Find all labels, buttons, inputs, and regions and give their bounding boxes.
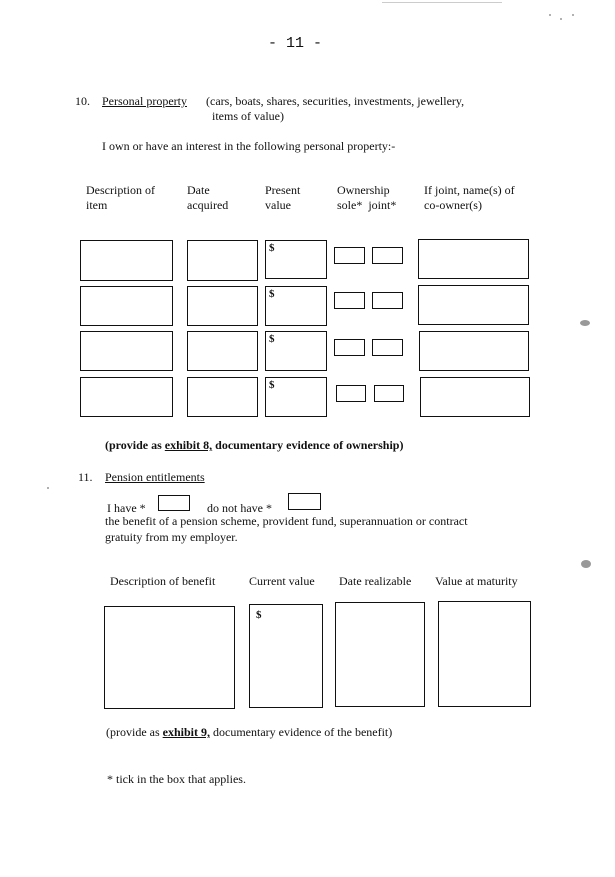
ownership-sole-checkbox[interactable] xyxy=(336,385,366,402)
benefit-description-field[interactable] xyxy=(104,606,235,709)
property-value-field[interactable]: $ xyxy=(265,286,327,326)
column-header-date: Date acquired xyxy=(187,183,229,212)
column-header-value-at-maturity: Value at maturity xyxy=(435,574,518,588)
coowner-name-field[interactable] xyxy=(418,285,529,325)
section-10-intro: I own or have an interest in the following personal property:- xyxy=(102,139,396,153)
property-description-field[interactable] xyxy=(80,377,173,417)
benefit-date-realizable-field[interactable] xyxy=(335,602,425,707)
column-header-description: Description of item xyxy=(86,183,155,212)
property-date-field[interactable] xyxy=(187,286,258,326)
property-value-field[interactable]: $ xyxy=(265,240,327,279)
column-header-value: Present value xyxy=(265,183,301,212)
ownership-sole-checkbox[interactable] xyxy=(334,339,365,356)
property-value-field[interactable]: $ xyxy=(265,331,327,371)
ownership-sole-checkbox[interactable] xyxy=(334,247,365,264)
scan-speck xyxy=(549,14,551,16)
ownership-joint-checkbox[interactable] xyxy=(374,385,404,402)
page-number: - 11 - xyxy=(268,35,323,52)
coowner-name-field[interactable] xyxy=(418,239,529,279)
scan-speck xyxy=(47,487,49,489)
column-header-benefit-description: Description of benefit xyxy=(110,574,216,588)
property-description-field[interactable] xyxy=(80,331,173,371)
section-10-title: Personal property xyxy=(102,94,187,108)
section-11-title: Pension entitlements xyxy=(105,470,205,484)
ownership-joint-checkbox[interactable] xyxy=(372,339,403,356)
scan-speck xyxy=(560,18,562,20)
do-not-have-checkbox[interactable] xyxy=(288,493,321,510)
ownership-joint-checkbox[interactable] xyxy=(372,247,403,264)
ownership-joint-checkbox[interactable] xyxy=(372,292,403,309)
exhibit-8-note: (provide as exhibit 8, documentary evidence of ownership) xyxy=(105,438,404,452)
column-header-current-value: Current value xyxy=(249,574,315,588)
scan-speck xyxy=(580,320,590,326)
property-date-field[interactable] xyxy=(187,331,258,371)
pension-description-line: the benefit of a pension scheme, provident fund, superannuation or contract xyxy=(105,514,468,528)
i-have-label: I have * xyxy=(107,501,146,515)
do-not-have-label: do not have * xyxy=(207,501,272,515)
coowner-name-field[interactable] xyxy=(419,331,529,371)
top-rule-fragment xyxy=(382,2,502,3)
benefit-current-value-field[interactable]: $ xyxy=(249,604,323,708)
ownership-sole-checkbox[interactable] xyxy=(334,292,365,309)
section-11-number: 11. xyxy=(78,470,93,484)
exhibit-9-note: (provide as exhibit 9, documentary evidence of the benefit) xyxy=(106,725,393,739)
scan-speck xyxy=(572,14,574,16)
i-have-checkbox[interactable] xyxy=(158,495,190,511)
property-description-field[interactable] xyxy=(80,286,173,326)
coowner-name-field[interactable] xyxy=(420,377,530,417)
property-description-field[interactable] xyxy=(80,240,173,281)
column-header-coowners: If joint, name(s) of co-owner(s) xyxy=(424,183,515,212)
section-10-subtitle: (cars, boats, shares, securities, investments, jewellery, xyxy=(206,94,465,108)
benefit-value-at-maturity-field[interactable] xyxy=(438,601,531,707)
section-10-subtitle-cont: items of value) xyxy=(212,109,284,123)
property-date-field[interactable] xyxy=(187,377,258,417)
column-header-ownership: Ownership sole* joint* xyxy=(337,183,397,212)
section-10-number: 10. xyxy=(75,94,90,108)
property-value-field[interactable]: $ xyxy=(265,377,327,417)
column-header-date-realizable: Date realizable xyxy=(339,574,412,588)
property-date-field[interactable] xyxy=(187,240,258,281)
scan-speck xyxy=(581,560,591,568)
pension-description-line-cont: gratuity from my employer. xyxy=(105,530,238,544)
footnote: * tick in the box that applies. xyxy=(107,772,246,786)
